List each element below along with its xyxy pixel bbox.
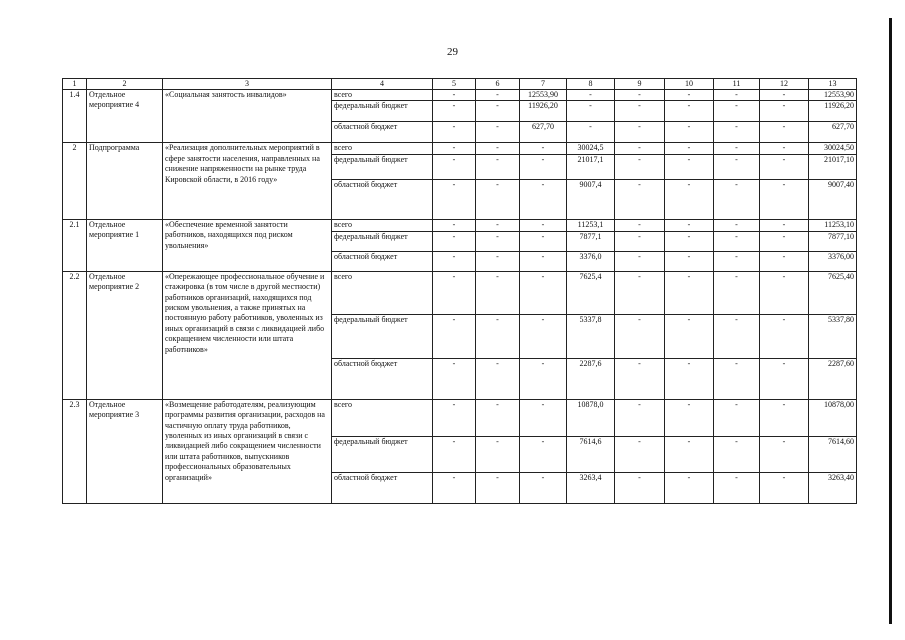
value-cell: -	[433, 271, 476, 314]
value-cell: -	[520, 251, 567, 271]
header-cell: 12	[760, 79, 809, 90]
event-description: «Обеспечение временной занятости работников, находящихся под риском увольнения»	[163, 219, 332, 271]
value-cell: -	[520, 219, 567, 231]
value-cell: -	[714, 231, 760, 251]
value-cell: -	[714, 271, 760, 314]
value-cell: -	[567, 90, 615, 101]
value-cell: -	[433, 219, 476, 231]
funding-source: всего	[332, 399, 433, 436]
funding-source: федеральный бюджет	[332, 436, 433, 472]
value-cell: -	[714, 358, 760, 399]
value-cell: -	[476, 179, 520, 219]
value-cell: -	[433, 399, 476, 436]
value-cell: -	[665, 314, 714, 358]
header-cell: 5	[433, 79, 476, 90]
value-cell: -	[714, 219, 760, 231]
value-cell: 30024,50	[809, 143, 857, 154]
value-cell: 7614,6	[567, 436, 615, 472]
value-cell: -	[760, 314, 809, 358]
value-cell: -	[615, 472, 665, 503]
value-cell: -	[665, 231, 714, 251]
value-cell: -	[476, 358, 520, 399]
value-cell: 2287,60	[809, 358, 857, 399]
event-name: Отдельное мероприятие 1	[87, 219, 163, 271]
value-cell: -	[433, 436, 476, 472]
event-description: «Реализация дополнительных мероприятий в сфере занятости населения, направленных на снижение напряженности на рынке труда Кировской области, в 2016 году»	[163, 143, 332, 219]
value-cell: -	[615, 179, 665, 219]
value-cell: -	[714, 472, 760, 503]
value-cell: -	[520, 436, 567, 472]
value-cell: -	[476, 436, 520, 472]
funding-source: областной бюджет	[332, 122, 433, 143]
table-row	[63, 90, 857, 101]
value-cell: -	[520, 399, 567, 436]
item-code: 1.4	[63, 90, 87, 143]
value-cell: -	[760, 143, 809, 154]
event-description: «Опережающее профессиональное обучение и стажировка (в том числе в другой местности) работников организаций, находящихся под риском увольнения, а также принятых на постоянную работу работников, уволенных из иных организаций в связи с ликвидацией либо сокращением численности или штата работников»	[163, 271, 332, 399]
funding-source: федеральный бюджет	[332, 231, 433, 251]
value-cell: -	[567, 122, 615, 143]
page-edge-bar	[889, 18, 892, 624]
value-cell: -	[665, 122, 714, 143]
value-cell: -	[714, 179, 760, 219]
value-cell: -	[520, 179, 567, 219]
value-cell: -	[615, 271, 665, 314]
header-cell: 8	[567, 79, 615, 90]
page-number: 29	[447, 46, 458, 58]
item-code: 2	[63, 143, 87, 219]
value-cell: -	[476, 472, 520, 503]
value-cell: -	[760, 101, 809, 122]
value-cell: -	[615, 358, 665, 399]
value-cell: -	[714, 436, 760, 472]
value-cell: 30024,5	[567, 143, 615, 154]
value-cell: -	[520, 358, 567, 399]
value-cell: -	[520, 314, 567, 358]
header-cell: 6	[476, 79, 520, 90]
value-cell: -	[760, 179, 809, 219]
funding-source: федеральный бюджет	[332, 154, 433, 179]
value-cell: -	[760, 358, 809, 399]
value-cell: 5337,80	[809, 314, 857, 358]
value-cell: -	[665, 358, 714, 399]
funding-source: федеральный бюджет	[332, 101, 433, 122]
item-code: 2.3	[63, 399, 87, 503]
value-cell: 7625,40	[809, 271, 857, 314]
value-cell: 10878,0	[567, 399, 615, 436]
value-cell: 12553,90	[809, 90, 857, 101]
value-cell: -	[520, 271, 567, 314]
value-cell: -	[520, 143, 567, 154]
event-name: Отдельное мероприятие 2	[87, 271, 163, 399]
value-cell: -	[476, 314, 520, 358]
value-cell: 3376,00	[809, 251, 857, 271]
value-cell: -	[520, 154, 567, 179]
funding-source: областной бюджет	[332, 358, 433, 399]
value-cell: -	[615, 314, 665, 358]
value-cell: -	[615, 251, 665, 271]
header-cell: 9	[615, 79, 665, 90]
value-cell: -	[433, 314, 476, 358]
value-cell: -	[665, 436, 714, 472]
value-cell: 5337,8	[567, 314, 615, 358]
table-row	[63, 143, 857, 154]
value-cell: -	[476, 231, 520, 251]
value-cell: 627,70	[809, 122, 857, 143]
value-cell: -	[476, 251, 520, 271]
value-cell: 3263,40	[809, 472, 857, 503]
value-cell: -	[665, 179, 714, 219]
value-cell: -	[567, 101, 615, 122]
funding-source: всего	[332, 143, 433, 154]
event-description: «Возмещение работодателям, реализующим программы развития организации, расходов на частичную оплату труда работников, уволенных из иных организаций в связи с ликвидацией либо сокращением численности или штата работников, выпускников профессиональных образовательных организаций»	[163, 399, 332, 503]
table-row	[63, 271, 857, 314]
item-code: 2.1	[63, 219, 87, 271]
value-cell: 10878,00	[809, 399, 857, 436]
header-cell: 3	[163, 79, 332, 90]
value-cell: -	[615, 101, 665, 122]
value-cell: -	[760, 271, 809, 314]
value-cell: 21017,1	[567, 154, 615, 179]
value-cell: -	[760, 472, 809, 503]
value-cell: 627,70	[520, 122, 567, 143]
value-cell: -	[615, 219, 665, 231]
value-cell: -	[714, 90, 760, 101]
value-cell: -	[760, 436, 809, 472]
value-cell: -	[615, 90, 665, 101]
value-cell: -	[476, 399, 520, 436]
header-cell: 10	[665, 79, 714, 90]
value-cell: -	[760, 90, 809, 101]
value-cell: 21017,10	[809, 154, 857, 179]
value-cell: -	[760, 251, 809, 271]
value-cell: -	[665, 399, 714, 436]
funding-source: всего	[332, 219, 433, 231]
header-cell: 2	[87, 79, 163, 90]
value-cell: -	[520, 472, 567, 503]
funding-source: федеральный бюджет	[332, 314, 433, 358]
value-cell: -	[433, 358, 476, 399]
header-cell: 13	[809, 79, 857, 90]
budget-table	[62, 78, 857, 504]
value-cell: -	[433, 143, 476, 154]
value-cell: 7877,10	[809, 231, 857, 251]
value-cell: -	[665, 472, 714, 503]
value-cell: -	[476, 143, 520, 154]
value-cell: -	[476, 90, 520, 101]
value-cell: -	[520, 231, 567, 251]
value-cell: 11253,1	[567, 219, 615, 231]
value-cell: -	[665, 271, 714, 314]
header-cell: 4	[332, 79, 433, 90]
funding-source: областной бюджет	[332, 472, 433, 503]
value-cell: -	[760, 154, 809, 179]
event-name: Отдельное мероприятие 4	[87, 90, 163, 143]
value-cell: -	[476, 271, 520, 314]
value-cell: -	[433, 122, 476, 143]
funding-source: областной бюджет	[332, 251, 433, 271]
value-cell: -	[665, 101, 714, 122]
value-cell: 9007,40	[809, 179, 857, 219]
value-cell: -	[615, 231, 665, 251]
value-cell: -	[476, 154, 520, 179]
header-cell: 1	[63, 79, 87, 90]
value-cell: -	[760, 399, 809, 436]
value-cell: 7877,1	[567, 231, 615, 251]
value-cell: -	[760, 122, 809, 143]
value-cell: -	[476, 122, 520, 143]
value-cell: -	[615, 399, 665, 436]
value-cell: -	[714, 122, 760, 143]
value-cell: 12553,90	[520, 90, 567, 101]
value-cell: -	[714, 399, 760, 436]
value-cell: -	[433, 90, 476, 101]
header-cell: 7	[520, 79, 567, 90]
event-name: Подпрограмма	[87, 143, 163, 219]
value-cell: -	[665, 251, 714, 271]
value-cell: -	[714, 154, 760, 179]
value-cell: -	[760, 231, 809, 251]
header-cell: 11	[714, 79, 760, 90]
value-cell: -	[714, 143, 760, 154]
value-cell: -	[665, 219, 714, 231]
value-cell: 3263,4	[567, 472, 615, 503]
value-cell: -	[665, 154, 714, 179]
value-cell: -	[615, 122, 665, 143]
funding-source: областной бюджет	[332, 179, 433, 219]
table-row	[63, 399, 857, 436]
value-cell: -	[433, 101, 476, 122]
value-cell: -	[476, 219, 520, 231]
event-description: «Социальная занятость инвалидов»	[163, 90, 332, 143]
value-cell: 7625,4	[567, 271, 615, 314]
value-cell: 2287,6	[567, 358, 615, 399]
table-row	[63, 219, 857, 231]
value-cell: -	[476, 101, 520, 122]
event-name: Отдельное мероприятие 3	[87, 399, 163, 503]
header-row	[63, 79, 857, 90]
value-cell: 11926,20	[809, 101, 857, 122]
value-cell: -	[615, 436, 665, 472]
value-cell: 3376,0	[567, 251, 615, 271]
value-cell: -	[433, 231, 476, 251]
value-cell: -	[433, 154, 476, 179]
funding-source: всего	[332, 90, 433, 101]
value-cell: 11253,10	[809, 219, 857, 231]
value-cell: -	[433, 251, 476, 271]
value-cell: -	[714, 314, 760, 358]
value-cell: -	[615, 143, 665, 154]
funding-source: всего	[332, 271, 433, 314]
value-cell: 9007,4	[567, 179, 615, 219]
value-cell: -	[760, 219, 809, 231]
value-cell: -	[433, 179, 476, 219]
value-cell: -	[433, 472, 476, 503]
value-cell: -	[714, 251, 760, 271]
value-cell: -	[665, 143, 714, 154]
value-cell: -	[714, 101, 760, 122]
item-code: 2.2	[63, 271, 87, 399]
value-cell: -	[615, 154, 665, 179]
value-cell: 7614,60	[809, 436, 857, 472]
value-cell: 11926,20	[520, 101, 567, 122]
value-cell: -	[665, 90, 714, 101]
